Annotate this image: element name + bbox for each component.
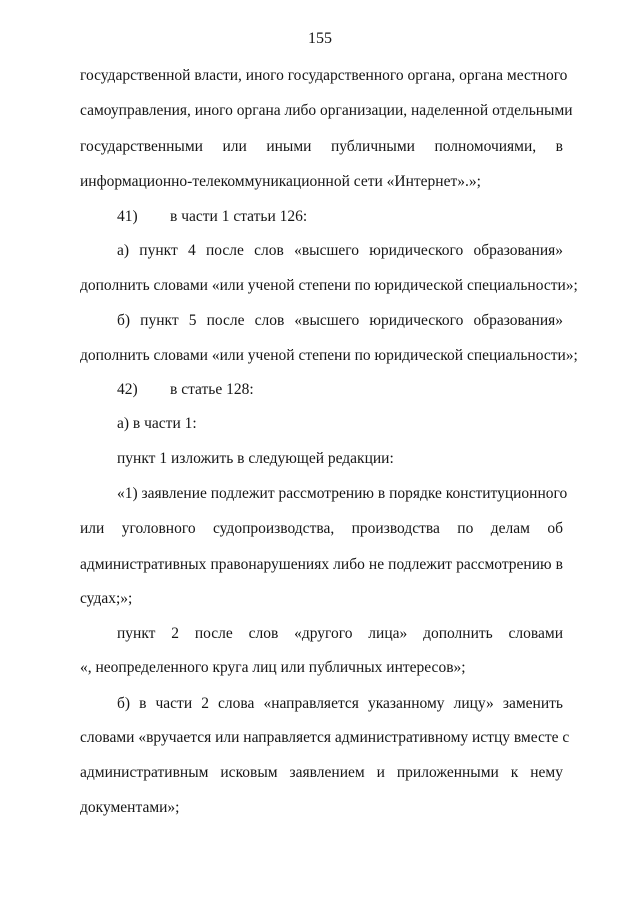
text-line: судах;»; [80, 590, 133, 607]
item-number: 41) [117, 208, 138, 225]
text-line: пункт 2 после слов «другого лица» дополнить словами [117, 625, 563, 642]
text-line: самоуправления, иного органа либо организации, наделенной отдельными [80, 102, 573, 119]
item-42 [0, 380, 640, 400]
text-line: дополнить словами «или ученой степени по юридической специальности»; [80, 277, 578, 294]
text-line: или уголовного судопроизводства, производства по делам об [80, 520, 563, 537]
text-line: информационно-телекоммуникационной сети «Интернет».»; [80, 173, 481, 190]
text-line: словами «вручается или направляется административному истцу вместе с [80, 729, 570, 746]
text-line: административных правонарушениях либо не подлежит рассмотрению в [80, 556, 563, 573]
item-text: в части 1 статьи 126: [170, 208, 308, 225]
text-line: государственными или иными публичными полномочиями, в [80, 138, 563, 155]
text-line: дополнить словами «или ученой степени по юридической специальности»; [80, 347, 578, 364]
text-line: документами»; [80, 799, 180, 816]
text-line: а) в части 1: [117, 415, 197, 432]
text-line: государственной власти, иного государственного органа, органа местного [80, 67, 568, 84]
item-number: 42) [117, 381, 138, 398]
item-text: в статье 128: [170, 381, 254, 398]
text-line: административным исковым заявлением и приложенными к нему [80, 764, 563, 781]
text-line: а) пункт 4 после слов «высшего юридического образования» [117, 242, 563, 259]
text-line: «1) заявление подлежит рассмотрению в порядке конституционного [117, 485, 568, 502]
text-line: б) в части 2 слова «направляется указанному лицу» заменить [117, 695, 563, 712]
text-line: «, неопределенного круга лиц или публичных интересов»; [80, 659, 466, 676]
page-number: 155 [308, 30, 332, 47]
item-41 [0, 207, 640, 227]
text-line: пункт 1 изложить в следующей редакции: [117, 450, 394, 467]
text-line: б) пункт 5 после слов «высшего юридического образования» [117, 312, 563, 329]
